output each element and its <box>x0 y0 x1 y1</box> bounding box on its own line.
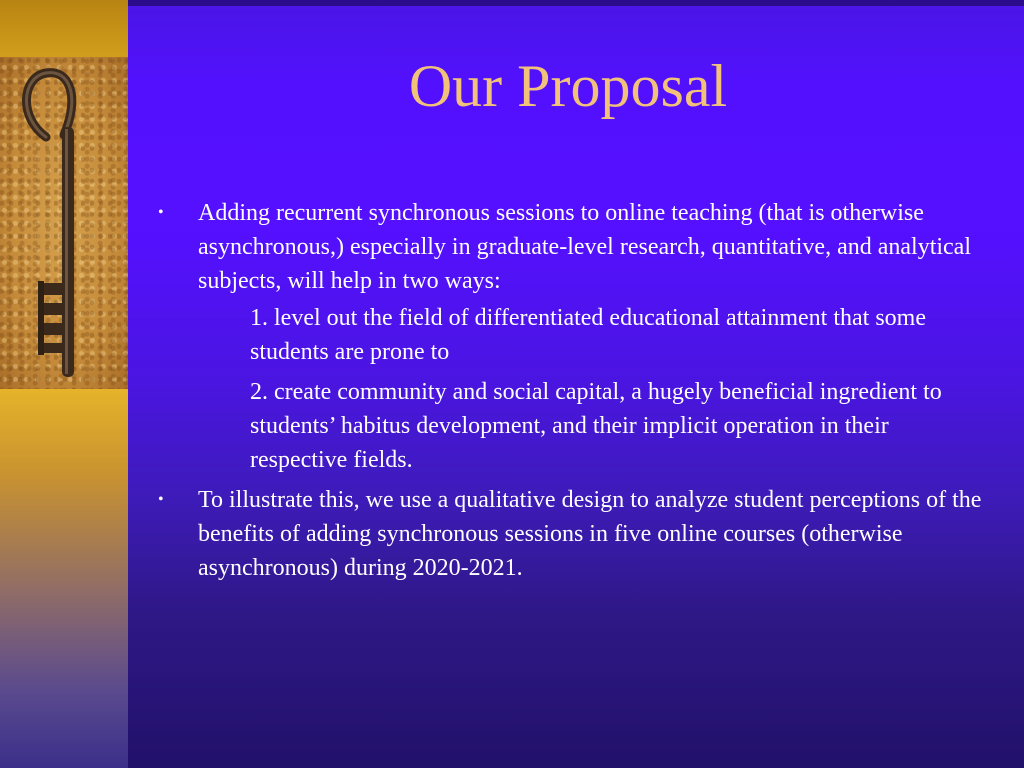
slide-body <box>128 196 1008 588</box>
bullet-item <box>128 483 1008 585</box>
bullet-marker: • <box>158 204 164 221</box>
bullet-marker: • <box>158 491 164 508</box>
side-decor-bar <box>0 0 128 768</box>
key-photo <box>0 57 128 389</box>
bullet-text: Adding recurrent synchronous sessions to online teaching (that is otherwise asynchronous,) especially in graduate-level research, quantitative, and analytical subjects, will help in two ways: <box>198 200 972 294</box>
sub-point: 1. level out the field of differentiated educational attainment that some students are prone to <box>250 305 926 365</box>
bullet-text: To illustrate this, we use a qualitative design to analyze student perceptions of the benefits of adding synchronous sessions in five online courses (otherwise asynchronous) during 2020-2021. <box>198 487 982 581</box>
top-divider <box>128 0 1024 6</box>
sub-point: 2. create community and social capital, a hugely beneficial ingredient to students’ habitus development, and their implicit operation in their respective fields. <box>250 379 942 473</box>
slide-title: Our Proposal <box>408 53 728 119</box>
bullet-item <box>128 196 1008 298</box>
slide-main-area <box>128 0 1024 768</box>
antique-key-icon <box>0 57 128 389</box>
